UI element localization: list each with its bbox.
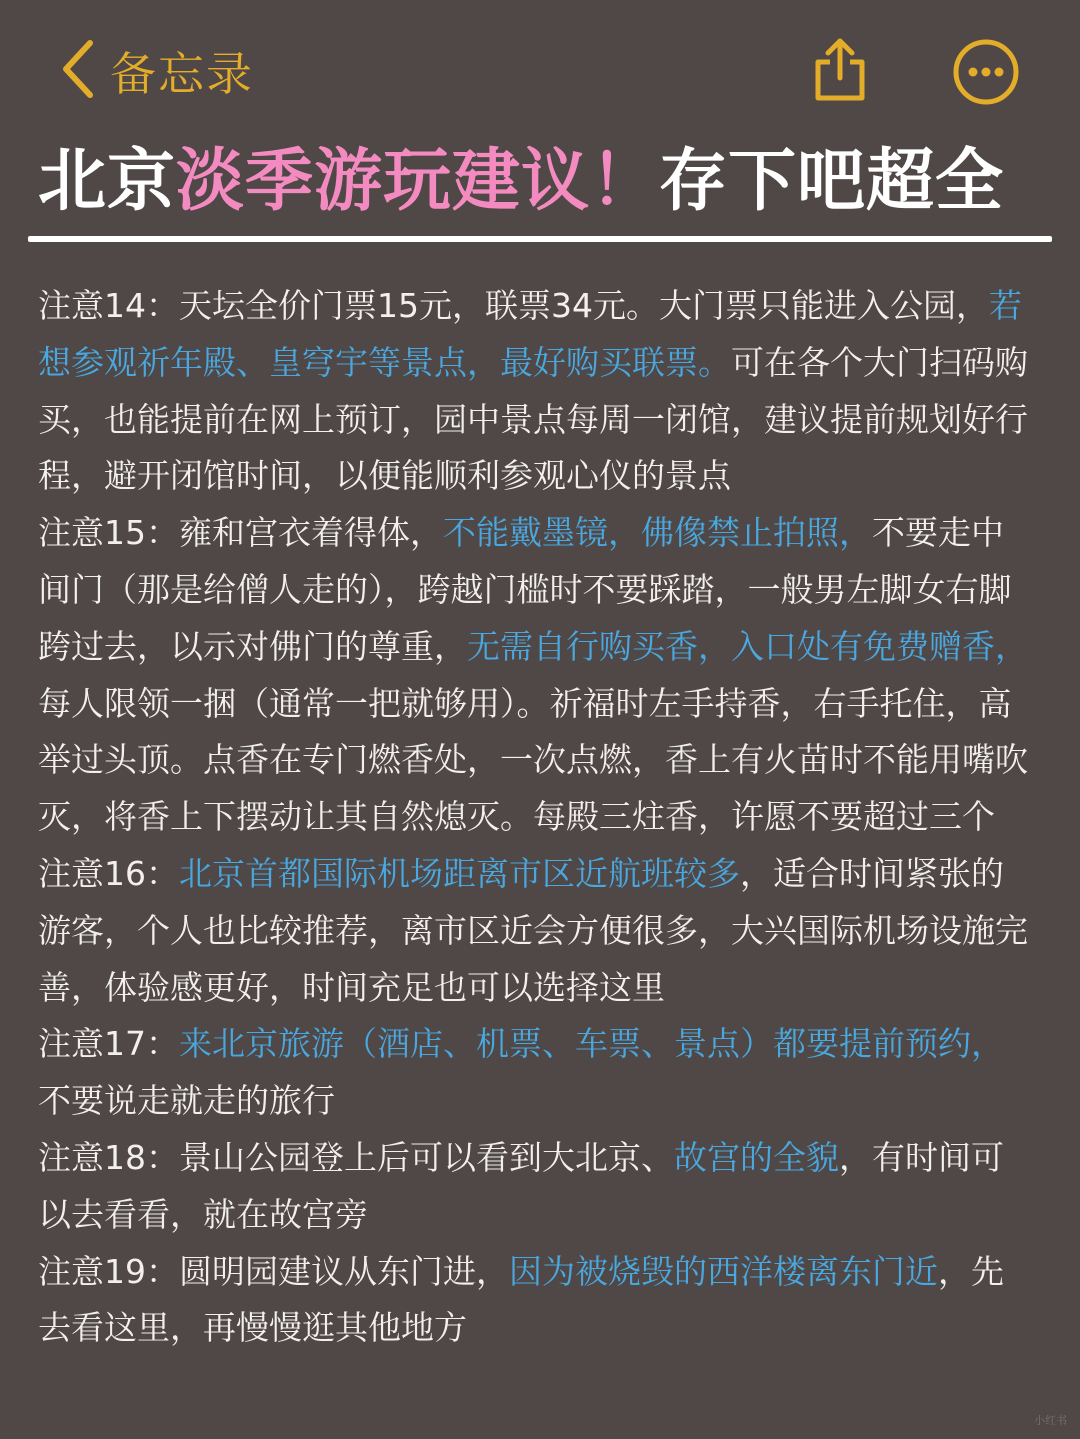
title-underline xyxy=(28,236,1052,242)
note-text: ，适合时间紧张的游客，个人也比较推荐，离市区近会方便很多，大兴国际机场设施完善，体验感更好，时间充足也可以选择这里 xyxy=(38,853,1028,1007)
note-text: 注意15：雍和宫衣着得体， xyxy=(38,513,443,553)
note-text: 不要说走就走的旅行 xyxy=(38,1081,335,1121)
note-body[interactable] xyxy=(38,278,1028,1357)
share-button[interactable] xyxy=(808,36,872,104)
note-text: 注意16： xyxy=(38,853,179,893)
note-text: ，先去看这里，再慢慢逛其他地方 xyxy=(38,1251,1004,1348)
note-highlight: 若想参观祈年殿、皇穹宇等景点，最好购买联票。 xyxy=(38,286,1022,382)
note-highlight: 故宫的全貌 xyxy=(674,1137,839,1177)
note-highlight: 无需自行购买香，入口处有免费赠香， xyxy=(467,626,1028,666)
note-highlight: 因为被烧毁的西洋楼离东门近 xyxy=(509,1251,938,1291)
page-title xyxy=(38,132,1042,232)
note-14 xyxy=(38,278,1028,505)
more-button[interactable] xyxy=(952,38,1020,106)
title-part-3: 存下吧超全 xyxy=(659,142,1005,221)
note-highlight: 不能戴墨镜，佛像禁止拍照， xyxy=(443,513,872,553)
note-text: 不要走中间门（那是给僧人走的），跨越门槛时不要踩踏，一般男左脚女右脚跨过去，以示对佛门的尊重， xyxy=(38,513,1012,666)
back-label: 备忘录 xyxy=(110,47,254,101)
note-text: 注意18：景山公园登上后可以看到大北京、 xyxy=(38,1137,674,1177)
note-text: 可在各个大门扫码购买，也能提前在网上预订，园中景点每周一闭馆，建议提前规划好行程，避开闭馆时间，以便能顺利参观心仪的景点 xyxy=(38,342,1028,496)
note-text: 注意17： xyxy=(38,1024,179,1064)
more-icon xyxy=(952,38,1020,106)
note-17 xyxy=(38,1016,1028,1130)
back-button[interactable] xyxy=(56,36,254,106)
title-part-2: 淡季游玩建议！ xyxy=(176,142,660,221)
note-19 xyxy=(38,1244,1028,1358)
note-18 xyxy=(38,1130,1028,1244)
note-text: ，有时间可以去看看，就在故宫旁 xyxy=(38,1137,1004,1234)
share-icon xyxy=(808,36,872,104)
note-highlight: 北京首都国际机场距离市区近航班较多 xyxy=(179,853,740,893)
note-text: 注意14：天坛全价门票15元，联票34元。大门票只能进入公园， xyxy=(38,286,989,325)
chevron-left-icon xyxy=(56,37,100,105)
title-part-1: 北京 xyxy=(38,142,177,221)
note-highlight: 来北京旅游（酒店、机票、车票、景点）都要提前预约， xyxy=(179,1024,1004,1064)
note-15 xyxy=(38,505,1028,846)
note-text: 注意19：圆明园建议从东门进， xyxy=(38,1251,509,1291)
watermark: 小红书 xyxy=(1034,1414,1067,1427)
top-nav-bar xyxy=(0,0,1080,140)
note-text: 每人限领一捆（通常一把就够用）。祈福时左手持香，右手托住，高举过头顶。点香在专门燃香处，一次点燃，香上有火苗时不能用嘴吹灭，将香上下摆动让其自然熄灭。每殿三炷香，许愿不要超过三个 xyxy=(38,683,1028,837)
note-16 xyxy=(38,846,1028,1016)
